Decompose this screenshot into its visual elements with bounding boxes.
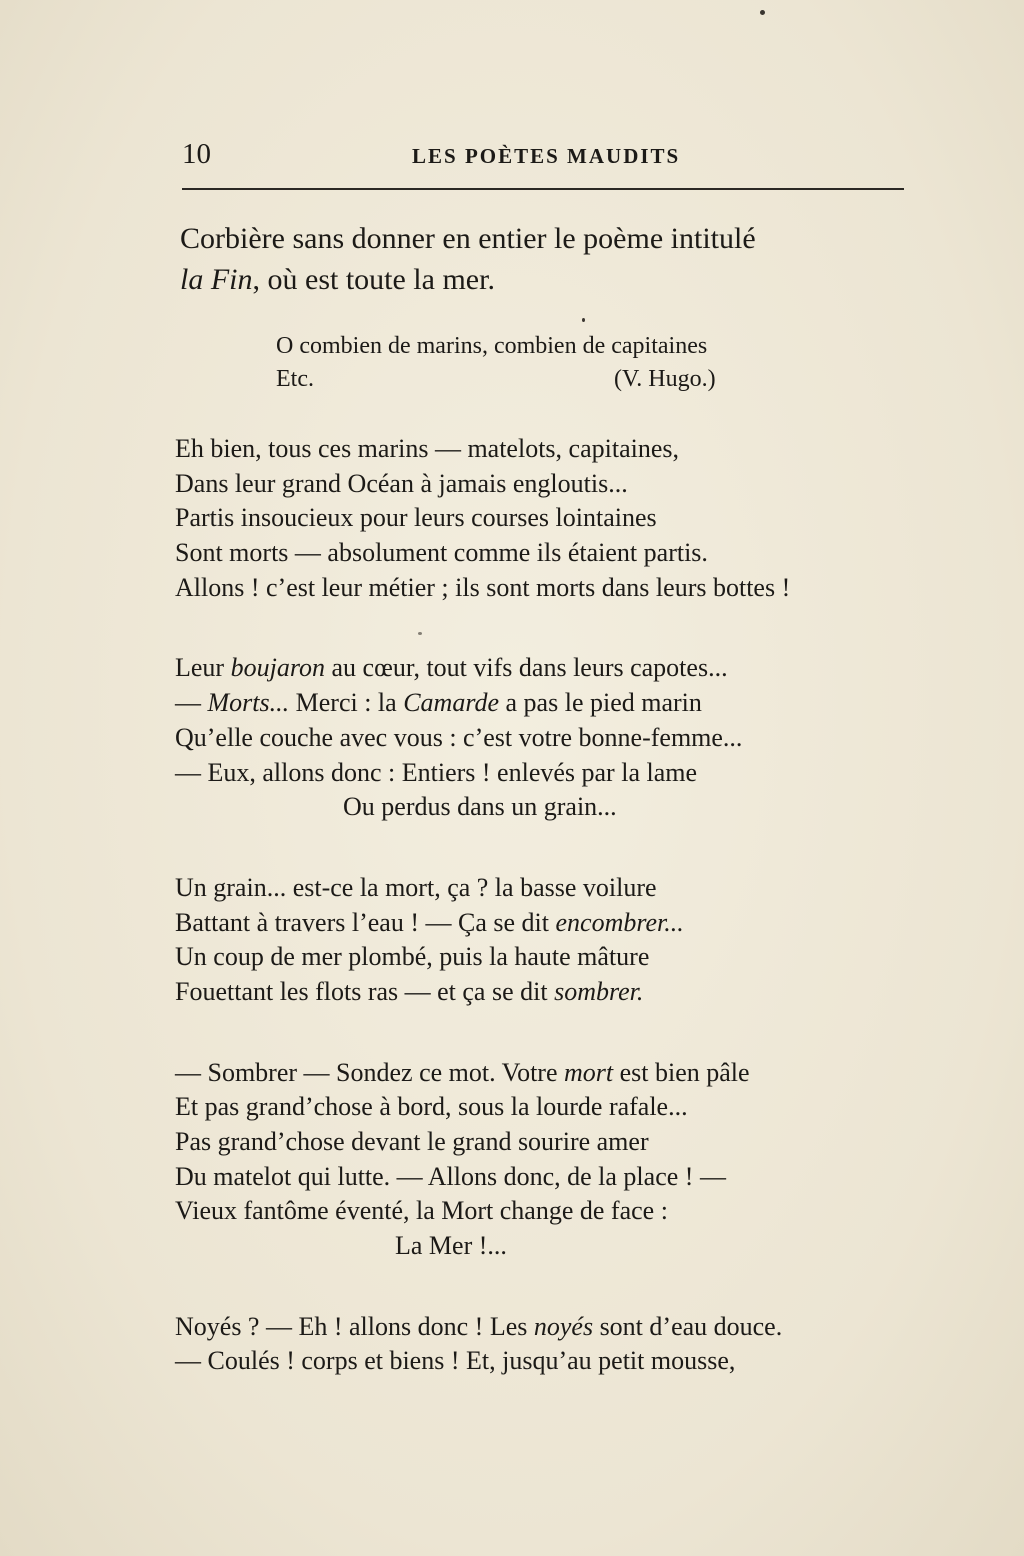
verse-line: Dans leur grand Océan à jamais engloutis...: [175, 468, 628, 498]
quote-line: Etc. (V. Hugo.): [276, 363, 707, 396]
verse-line: Ou perdus dans un grain...: [343, 792, 617, 822]
running-title: LES POÈTES MAUDITS: [412, 144, 681, 168]
verse-line: Et pas grand’chose à bord, sous la lourde rafale...: [175, 1092, 688, 1122]
stanza-2: [175, 651, 915, 824]
verse-line: Qu’elle couche avec vous : c’est votre bonne-femme...: [175, 722, 743, 752]
quote-line: O combien de marins, combien de capitaines: [276, 333, 708, 359]
prose-line: Corbière sans donner en entier le poème intitulé: [180, 222, 756, 255]
verse-line: Pas grand’chose devant le grand sourire amer: [175, 1127, 649, 1156]
verse-line: La Mer !...: [395, 1231, 507, 1261]
page-header: [182, 138, 904, 174]
verse-line: Vieux fantôme éventé, la Mort change de face :: [175, 1196, 668, 1226]
intro-paragraph: [180, 218, 920, 300]
stanza-5: [175, 1310, 915, 1379]
verse-line: — Morts... Merci : la Camarde a pas le pied marin: [175, 688, 702, 718]
verse-line: Eh bien, tous ces marins — matelots, capitaines,: [175, 434, 679, 463]
verse-line: Du matelot qui lutte. — Allons donc, de la place ! —: [175, 1161, 726, 1191]
poem-title-italic: la Fin: [180, 263, 253, 296]
ink-speck: [582, 318, 585, 322]
stanza-1: [175, 432, 915, 605]
verse-line: Partis insoucieux pour leurs courses lointaines: [175, 503, 657, 533]
verse-line: Un coup de mer plombé, puis la haute mâture: [175, 942, 650, 972]
quote-attribution: (V. Hugo.): [614, 366, 716, 392]
page-number: 10: [182, 138, 211, 170]
ink-speck: [760, 10, 765, 15]
verse-line: — Sombrer — Sondez ce mot. Votre mort est bien pâle: [175, 1057, 750, 1087]
verse-line: Leur boujaron au cœur, tout vifs dans leurs capotes...: [175, 653, 728, 683]
stanza-4: [175, 1056, 915, 1264]
header-rule: [182, 188, 904, 190]
verse-line: Allons ! c’est leur métier ; ils sont morts dans leurs bottes !: [175, 572, 791, 602]
verse-line: Noyés ? — Eh ! allons donc ! Les noyés sont d’eau douce.: [175, 1311, 783, 1341]
poem: [175, 432, 915, 1379]
verse-line: — Coulés ! corps et biens ! Et, jusqu’au petit mousse,: [175, 1346, 736, 1376]
verse-line: Sont morts — absolument comme ils étaient partis.: [175, 538, 708, 568]
prose-line: la Fin, où est toute la mer.: [180, 263, 495, 296]
verse-line: Fouettant les flots ras — et ça se dit sombrer.: [175, 976, 644, 1006]
verse-line: Battant à travers l’eau ! — Ça se dit encombrer...: [175, 907, 684, 937]
stanza-3: [175, 871, 915, 1010]
epigraph-quote: [276, 330, 716, 396]
verse-line: — Eux, allons donc : Entiers ! enlevés par la lame: [175, 757, 698, 787]
verse-line: Un grain... est-ce la mort, ça ? la basse voilure: [175, 872, 657, 902]
